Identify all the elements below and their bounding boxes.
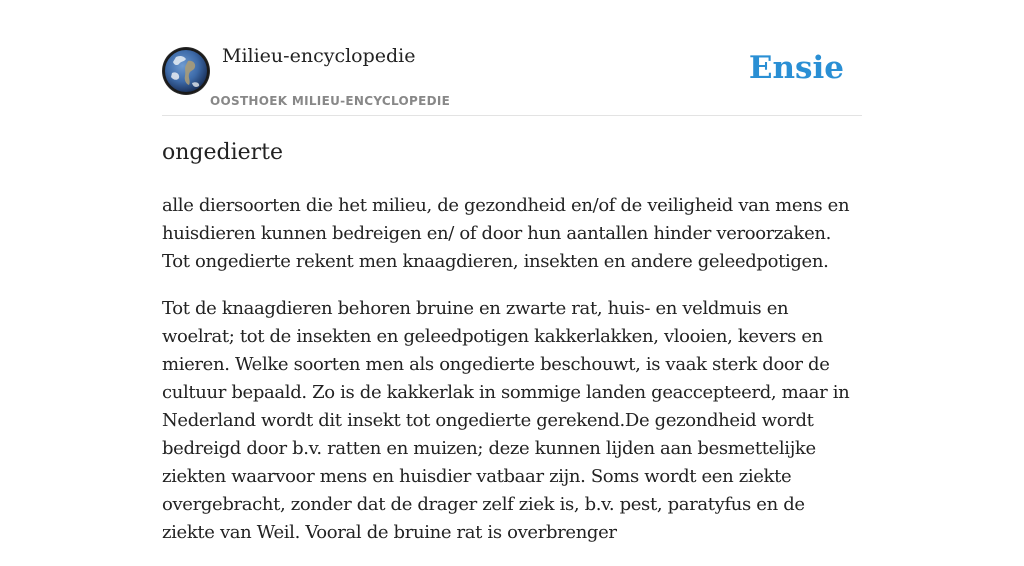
site-header (162, 0, 862, 116)
brand-logo[interactable]: Ensie (748, 50, 844, 86)
entry-title: ongedierte (162, 140, 284, 165)
site-title[interactable]: Milieu-encyclopedie (222, 45, 416, 67)
entry-paragraph: alle diersoorten die het milieu, de gezondheid en/of de veiligheid van mens en huisdieren kunnen bedreigen en/ of door hun aantallen hinder veroorzaken. Tot ongedierte rekent men knaagdieren, insekten en andere geleedpotigen. (162, 195, 850, 272)
earth-globe-icon[interactable] (162, 47, 210, 95)
site-subtitle[interactable]: OOSTHOEK MILIEU-ENCYCLOPEDIE (210, 94, 451, 108)
entry-content (162, 192, 862, 566)
entry-paragraph: Tot de knaagdieren behoren bruine en zwarte rat, huis- en veldmuis en woelrat; tot de insekten en geleedpotigen kakkerlakken, vlooien, kevers en mieren. Welke soorten men als ongedierte beschouwt, is vaak sterk door de cultuur bepaald. Zo is de kakkerlak in sommige landen geaccepteerd, maar in Nederland wordt dit insekt tot ongedierte gerekend.De gezondheid wordt bedreigd door b.v. ratten en muizen; deze kunnen lijden aan besmettelijke ziekten waarvoor mens en huisdier vatbaar zijn. Soms wordt een ziekte overgebracht, zonder dat de drager zelf ziek is, b.v. pest, paratyfus en de ziekte van Weil. Vooral de bruine rat is overbrenger (162, 298, 850, 543)
